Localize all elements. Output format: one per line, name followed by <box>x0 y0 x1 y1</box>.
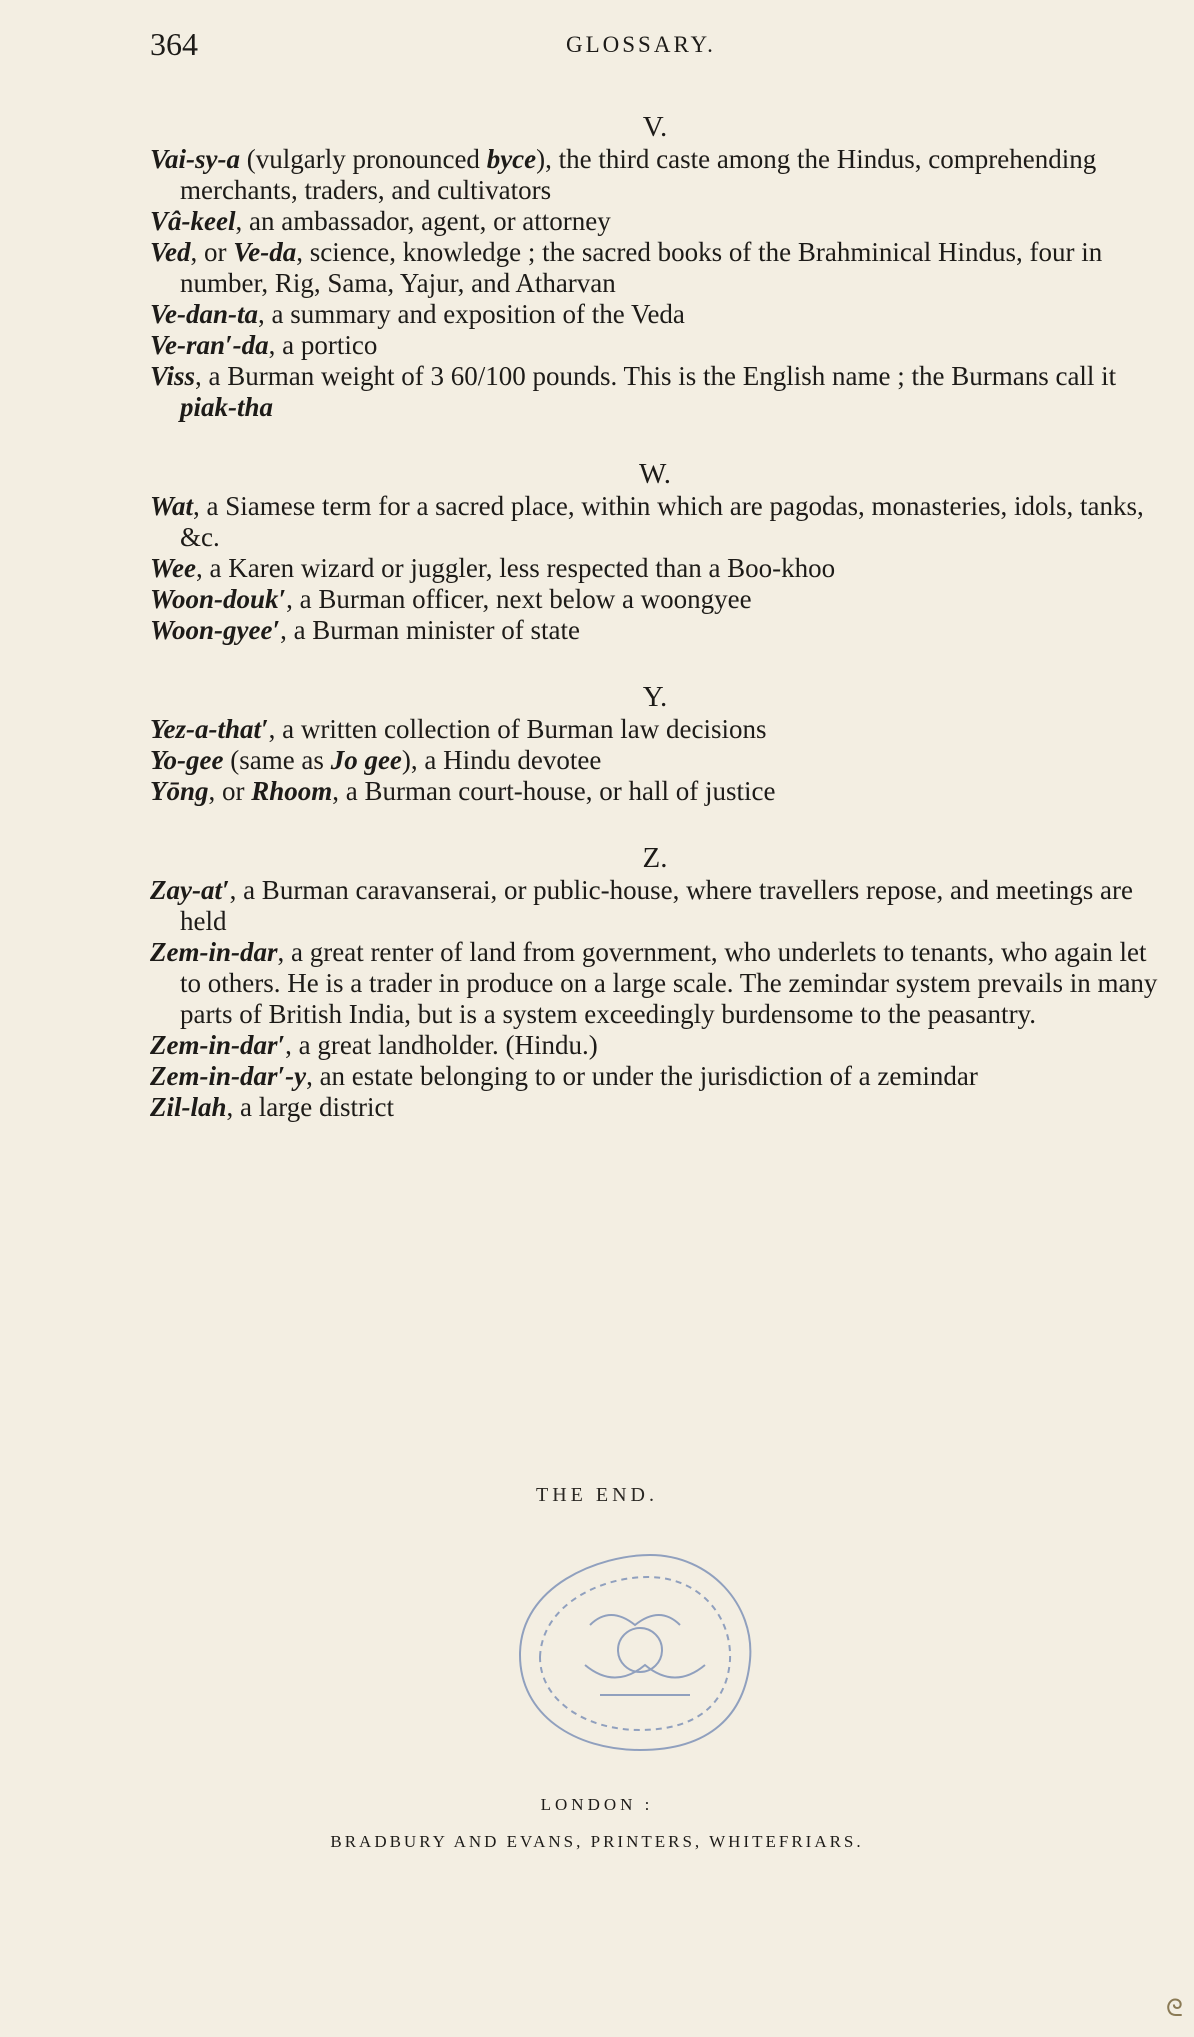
entry-definition: , or <box>190 237 234 267</box>
entry-term: Vai-sy-a <box>150 144 240 174</box>
glossary-entry <box>150 361 1160 423</box>
glossary-entry <box>150 615 1160 646</box>
entry-definition: , a Burman weight of 3 60/100 pounds. This is the English name ; the Burmans call it <box>195 361 1117 391</box>
corner-mark: ᘓ <box>1166 1996 1183 2022</box>
entry-term: Zem-in-dar′-y <box>150 1061 307 1091</box>
section-z <box>150 841 1160 1123</box>
glossary-entry <box>150 1030 1160 1061</box>
entry-tail: , a Burman court-house, or hall of justice <box>332 776 776 806</box>
page-header <box>0 26 1194 66</box>
glossary-entry <box>150 553 1160 584</box>
entry-definition: , an ambassador, agent, or attorney <box>235 206 611 236</box>
entry-definition: , a Karen wizard or juggler, less respected than a Boo-khoo <box>195 553 836 583</box>
running-head: GLOSSARY. <box>566 32 716 57</box>
entry-emphasis: piak-tha <box>180 392 274 422</box>
section-letter: W. <box>639 458 671 490</box>
entry-tail: ), a Hindu devotee <box>401 745 602 775</box>
glossary-entry <box>150 745 1160 776</box>
glossary-entry <box>150 299 1160 330</box>
entry-emphasis: Ve-da <box>233 237 297 267</box>
glossary-entry <box>150 584 1160 615</box>
end-mark: THE END. <box>536 1484 658 1506</box>
entry-term: Ve-dan-ta <box>150 299 258 329</box>
entry-term: Wee <box>150 553 196 583</box>
entry-emphasis: byce <box>486 144 537 174</box>
entry-definition: , a Siamese term for a sacred place, within which are pagodas, monasteries, idols, tanks, &c. <box>180 491 1144 552</box>
entry-term: Ve-ran′-da <box>150 330 269 360</box>
entry-term: Woon-douk′ <box>150 584 287 614</box>
entry-definition: , or <box>208 776 252 806</box>
entry-term: Vâ-keel <box>150 206 236 236</box>
entry-term: Wat <box>150 491 194 521</box>
glossary-entry <box>150 937 1160 1030</box>
entry-definition: (vulgarly pronounced <box>240 144 487 174</box>
section-w <box>150 457 1160 646</box>
entry-definition: , a great landholder. (Hindu.) <box>285 1030 598 1060</box>
glossary-entry <box>150 206 1160 237</box>
section-letter: V. <box>642 111 668 143</box>
glossary-entry <box>150 237 1160 299</box>
entry-tail: , science, knowledge ; the sacred books of the Brahminical Hindus, four in number, Rig, Sama, Yajur, and Atharvan <box>180 237 1103 298</box>
entry-definition: , a Burman minister of state <box>280 615 580 645</box>
entry-term: Zem-in-dar <box>150 937 278 967</box>
entry-term: Zil-lah <box>150 1092 227 1122</box>
page-number: 364 <box>150 26 198 62</box>
section-v <box>150 110 1160 423</box>
glossary-entry <box>150 776 1160 807</box>
glossary-entry <box>150 714 1160 745</box>
glossary-entry <box>150 1092 1160 1123</box>
entry-definition: , a Burman officer, next below a woongyee <box>286 584 752 614</box>
section-y <box>150 680 1160 807</box>
entry-term: Viss <box>150 361 196 391</box>
museum-stamp-icon <box>480 1545 780 1770</box>
entry-term: Ved <box>150 237 191 267</box>
entry-tail: ), the third caste among the Hindus, comprehending merchants, traders, and cultivators <box>180 144 1097 205</box>
glossary-entry <box>150 491 1160 553</box>
glossary-entry <box>150 875 1160 937</box>
entry-term: Zay-at′ <box>150 875 230 905</box>
glossary-body <box>150 110 1160 1123</box>
entry-definition: (same as <box>223 745 331 775</box>
entry-definition: , a summary and exposition of the Veda <box>258 299 685 329</box>
entry-definition: , an estate belonging to or under the jurisdiction of a zemindar <box>306 1061 978 1091</box>
entry-definition: , a large district <box>226 1092 394 1122</box>
entry-definition: , a portico <box>268 330 378 360</box>
glossary-entry <box>150 144 1160 206</box>
section-letter: Z. <box>642 842 668 874</box>
entry-emphasis: Jo gee <box>330 745 402 775</box>
glossary-entry <box>150 1061 1160 1092</box>
entry-definition: , a great renter of land from government, who underlets to tenants, who again let to others. He is a trader in produce on a large scale. The zemindar system prevails in many parts of British India, but is a system exceedingly burdensome to the peasantry. <box>180 937 1158 1029</box>
colophon-city: LONDON : <box>540 1795 654 1814</box>
section-letter: Y. <box>642 681 668 713</box>
entry-term: Yez-a-that′ <box>150 714 269 744</box>
entry-emphasis: Rhoom <box>251 776 333 806</box>
entry-definition: , a written collection of Burman law decisions <box>268 714 767 744</box>
entry-term: Yo-gee <box>150 745 224 775</box>
entry-term: Woon-gyee′ <box>150 615 281 645</box>
colophon-printer: BRADBURY AND EVANS, PRINTERS, WHITEFRIARS. <box>330 1832 864 1851</box>
entry-definition: , a Burman caravanserai, or public-house, where travellers repose, and meetings are held <box>180 875 1133 936</box>
glossary-entry <box>150 330 1160 361</box>
entry-term: Yōng <box>150 776 209 806</box>
entry-term: Zem-in-dar′ <box>150 1030 286 1060</box>
